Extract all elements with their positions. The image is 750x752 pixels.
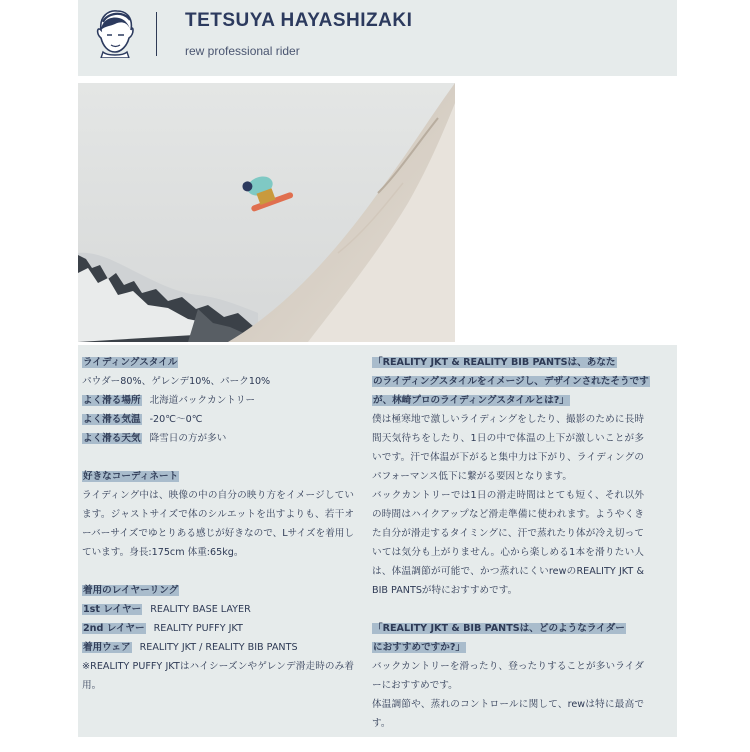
layer1-label: 1st レイヤー: [83, 604, 142, 615]
snowboard-jump-image: [78, 83, 455, 342]
question2-line1: 「REALITY JKT & BIB PANTSは、どのようなライダー: [373, 623, 625, 634]
rider-portrait-icon: [93, 8, 137, 58]
weather-value: 降雪日の方が多い: [149, 433, 227, 444]
profile-header: [78, 0, 677, 76]
answer2-paragraph1: バックカントリーを滑ったり、登ったりすることが多いライダーにおすすめです。: [372, 661, 644, 691]
interview-column: [372, 353, 649, 733]
question1-line1: 「REALITY JKT & REALITY BIB PANTSは、あなた: [373, 357, 616, 368]
temp-label: よく滑る気温: [83, 414, 141, 425]
riding-style-text: パウダー80%、ゲレンデ10%、パーク10%: [82, 376, 271, 387]
weather-label: よく滑る天気: [83, 433, 141, 444]
layering-note: ※REALITY PUFFY JKTはハイシーズンやゲレンデ滑走時のみ着用。: [82, 661, 354, 691]
header-divider: [156, 12, 157, 56]
profile-column: [82, 353, 354, 695]
rider-name: TETSUYA HAYASHIZAKI: [185, 10, 413, 31]
answer2-paragraph2: 体温調節や、蒸れのコントロールに関して、rewは特に最高です。: [372, 699, 644, 729]
wear-value: REALITY JKT / REALITY BIB PANTS: [139, 642, 298, 653]
layer2-label: 2nd レイヤー: [83, 623, 145, 634]
temp-value: -20℃〜0℃: [149, 414, 203, 425]
place-value: 北海道バックカントリー: [149, 395, 256, 406]
riding-style-heading: ライディングスタイル: [83, 357, 178, 368]
answer1-paragraph1: 僕は極寒地で激しいライディングをしたり、撮影のために長時間天気待ちをしたり、1日の中で体温の上下が激しいことが多いです。汗で体温が下がると集中力は下がり、ライディングのパフォーマンス低下に繋がる要因となります。: [372, 414, 644, 482]
question2-line2: におすすめですか?」: [373, 642, 466, 653]
question1-line2: のライディングスタイルをイメージし、デザインされたそうです: [373, 376, 649, 387]
question1-line3: が、林崎プロのライディングスタイルとは?」: [373, 395, 569, 406]
coordinate-text: ライディング中は、映像の中の自分の映り方をイメージしています。ジャストサイズで体のシルエットを出すよりも、若干オーバーサイズでゆとりある感じが好きなので、Lサイズを着用しています。身長:175cm 体重:65kg。: [82, 490, 354, 558]
rider-role: rew professional rider: [185, 44, 300, 58]
wear-label: 着用ウェア: [83, 642, 131, 653]
place-label: よく滑る場所: [83, 395, 141, 406]
layer1-value: REALITY BASE LAYER: [150, 604, 251, 615]
layer2-value: REALITY PUFFY JKT: [153, 623, 243, 634]
layering-heading: 着用のレイヤーリング: [83, 585, 179, 596]
coordinate-heading: 好きなコーディネート: [83, 471, 179, 482]
riding-photo: [78, 83, 455, 342]
answer1-paragraph2: バックカントリーでは1日の滑走時間はとても短く、それ以外の時間はハイクアップなど滑走準備に使われます。ようやくきた自分が滑走するタイミングに、汗で蒸れたり体が冷え切っていては気分も上がりません。心から楽しめる1本を滑りたい人は、体温調節が可能で、かつ蒸れにくいrewのREALITY JKT & BIB PANTSが特におすすめです。: [372, 490, 644, 596]
interview-panel: [78, 345, 677, 737]
